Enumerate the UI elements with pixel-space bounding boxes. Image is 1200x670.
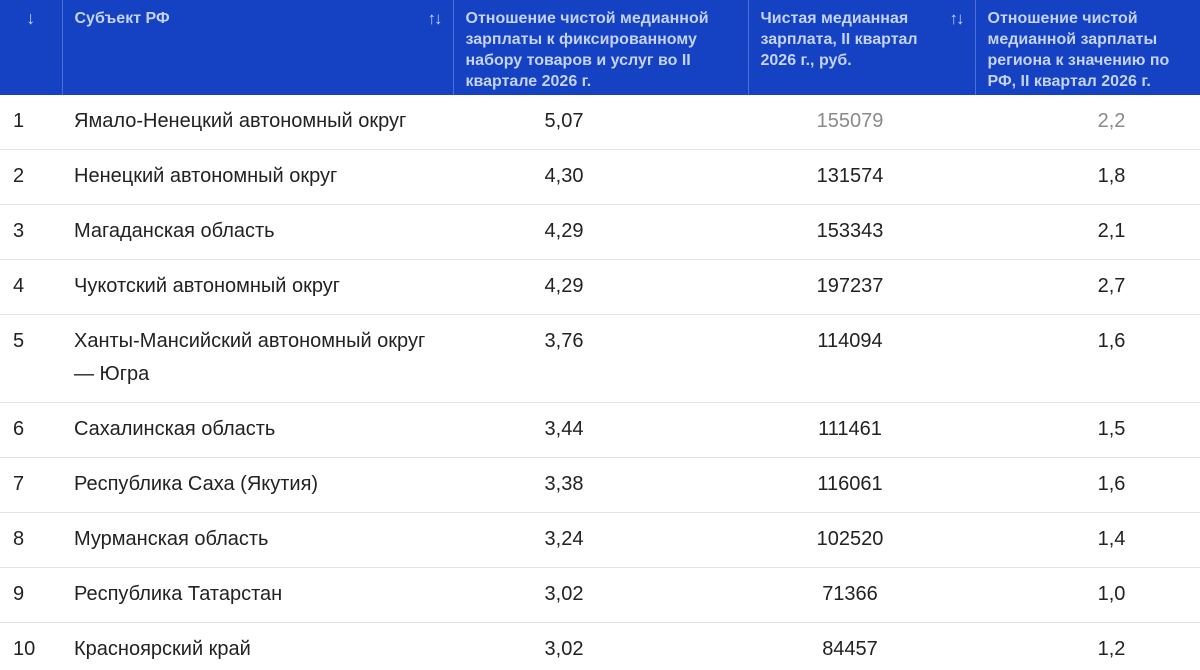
table-row	[0, 95, 1200, 150]
relative-cell: 1,8	[975, 150, 1200, 205]
region-cell: Красноярский край	[74, 638, 251, 660]
table-row	[0, 513, 1200, 568]
salary-cell: 153343	[748, 205, 975, 260]
rank-sort-header[interactable]	[0, 0, 62, 95]
table-row	[0, 260, 1200, 315]
ratio-cell: 3,02	[453, 568, 748, 623]
relative-cell: 1,6	[975, 315, 1200, 403]
relative-cell: 1,0	[975, 568, 1200, 623]
region-column-label: Субъект РФ	[74, 10, 170, 27]
region-cell: Чукотский автономный округ	[62, 260, 453, 315]
salary-cell: 102520	[748, 513, 975, 568]
table-row	[0, 458, 1200, 513]
ratio-cell: 4,29	[453, 205, 748, 260]
table-body	[0, 95, 1200, 670]
salary-cell: 131574	[748, 150, 975, 205]
table-row	[0, 403, 1200, 458]
region-cell: Республика Татарстан	[62, 568, 453, 623]
salary-cell: 116061	[748, 458, 975, 513]
ratio-cell: 4,30	[453, 150, 748, 205]
salary-cell: 84457	[822, 638, 878, 660]
region-cell: Ямало-Ненецкий автономный округ	[62, 95, 453, 150]
relative-cell: 1,2	[1097, 638, 1126, 660]
ratio-column-label: Отношение чистой медианной зарплаты к фиксированному набору товаров и услуг во II квартале 2026 г.	[465, 10, 709, 90]
rank-cell: 6	[0, 403, 62, 458]
relative-cell: 1,6	[975, 458, 1200, 513]
rank-cell: 10	[13, 638, 36, 660]
relative-cell: 2,7	[975, 260, 1200, 315]
rank-cell: 1	[0, 95, 62, 150]
table-row	[0, 150, 1200, 205]
salary-column-label: Чистая медианная зарплата, II квартал 2026 г., руб.	[760, 10, 918, 69]
region-column-header[interactable]	[62, 0, 453, 95]
rank-cell: 2	[0, 150, 62, 205]
region-cell: Мурманская область	[62, 513, 453, 568]
table-header	[0, 0, 1200, 95]
region-cell: Ханты-Мансийский автономный округ — Югра	[62, 315, 453, 403]
table-row	[0, 315, 1200, 403]
sort-icon[interactable]: ↑↓	[949, 9, 963, 28]
ratio-cell: 4,29	[453, 260, 748, 315]
table-row	[0, 205, 1200, 260]
rank-cell: 5	[0, 315, 62, 403]
relative-cell: 2,1	[975, 205, 1200, 260]
ratio-cell: 3,44	[453, 403, 748, 458]
ratio-cell: 3,76	[453, 315, 748, 403]
arrow-down-icon[interactable]: ↓	[26, 8, 36, 28]
table-row	[0, 568, 1200, 623]
salary-cell: 197237	[748, 260, 975, 315]
ratio-cell: 5,07	[453, 95, 748, 150]
rank-cell: 8	[0, 513, 62, 568]
relative-column-header[interactable]	[975, 0, 1200, 95]
rank-cell: 7	[0, 458, 62, 513]
salary-cell: 155079	[748, 95, 975, 150]
rank-cell: 4	[0, 260, 62, 315]
ratio-column-header[interactable]	[453, 0, 748, 95]
salary-cell: 114094	[748, 315, 975, 403]
relative-column-label: Отношение чистой медианной зарплаты региона к значению по РФ, II квартал 2026 г.	[987, 10, 1170, 90]
rank-cell: 3	[0, 205, 62, 260]
sort-icon[interactable]: ↑↓	[427, 9, 441, 28]
rank-cell: 9	[0, 568, 62, 623]
relative-cell: 2,2	[975, 95, 1200, 150]
region-cell: Магаданская область	[62, 205, 453, 260]
header-row	[0, 0, 1200, 95]
region-cell: Республика Саха (Якутия)	[62, 458, 453, 513]
salary-cell: 71366	[748, 568, 975, 623]
salary-cell: 111461	[748, 403, 975, 458]
relative-cell: 1,5	[975, 403, 1200, 458]
region-cell: Сахалинская область	[62, 403, 453, 458]
ratio-cell: 3,38	[453, 458, 748, 513]
ratio-cell: 3,02	[544, 638, 584, 660]
salary-column-header[interactable]	[748, 0, 975, 95]
region-cell: Ненецкий автономный округ	[62, 150, 453, 205]
relative-cell: 1,4	[975, 513, 1200, 568]
ratio-cell: 3,24	[453, 513, 748, 568]
table-row	[0, 623, 1200, 670]
